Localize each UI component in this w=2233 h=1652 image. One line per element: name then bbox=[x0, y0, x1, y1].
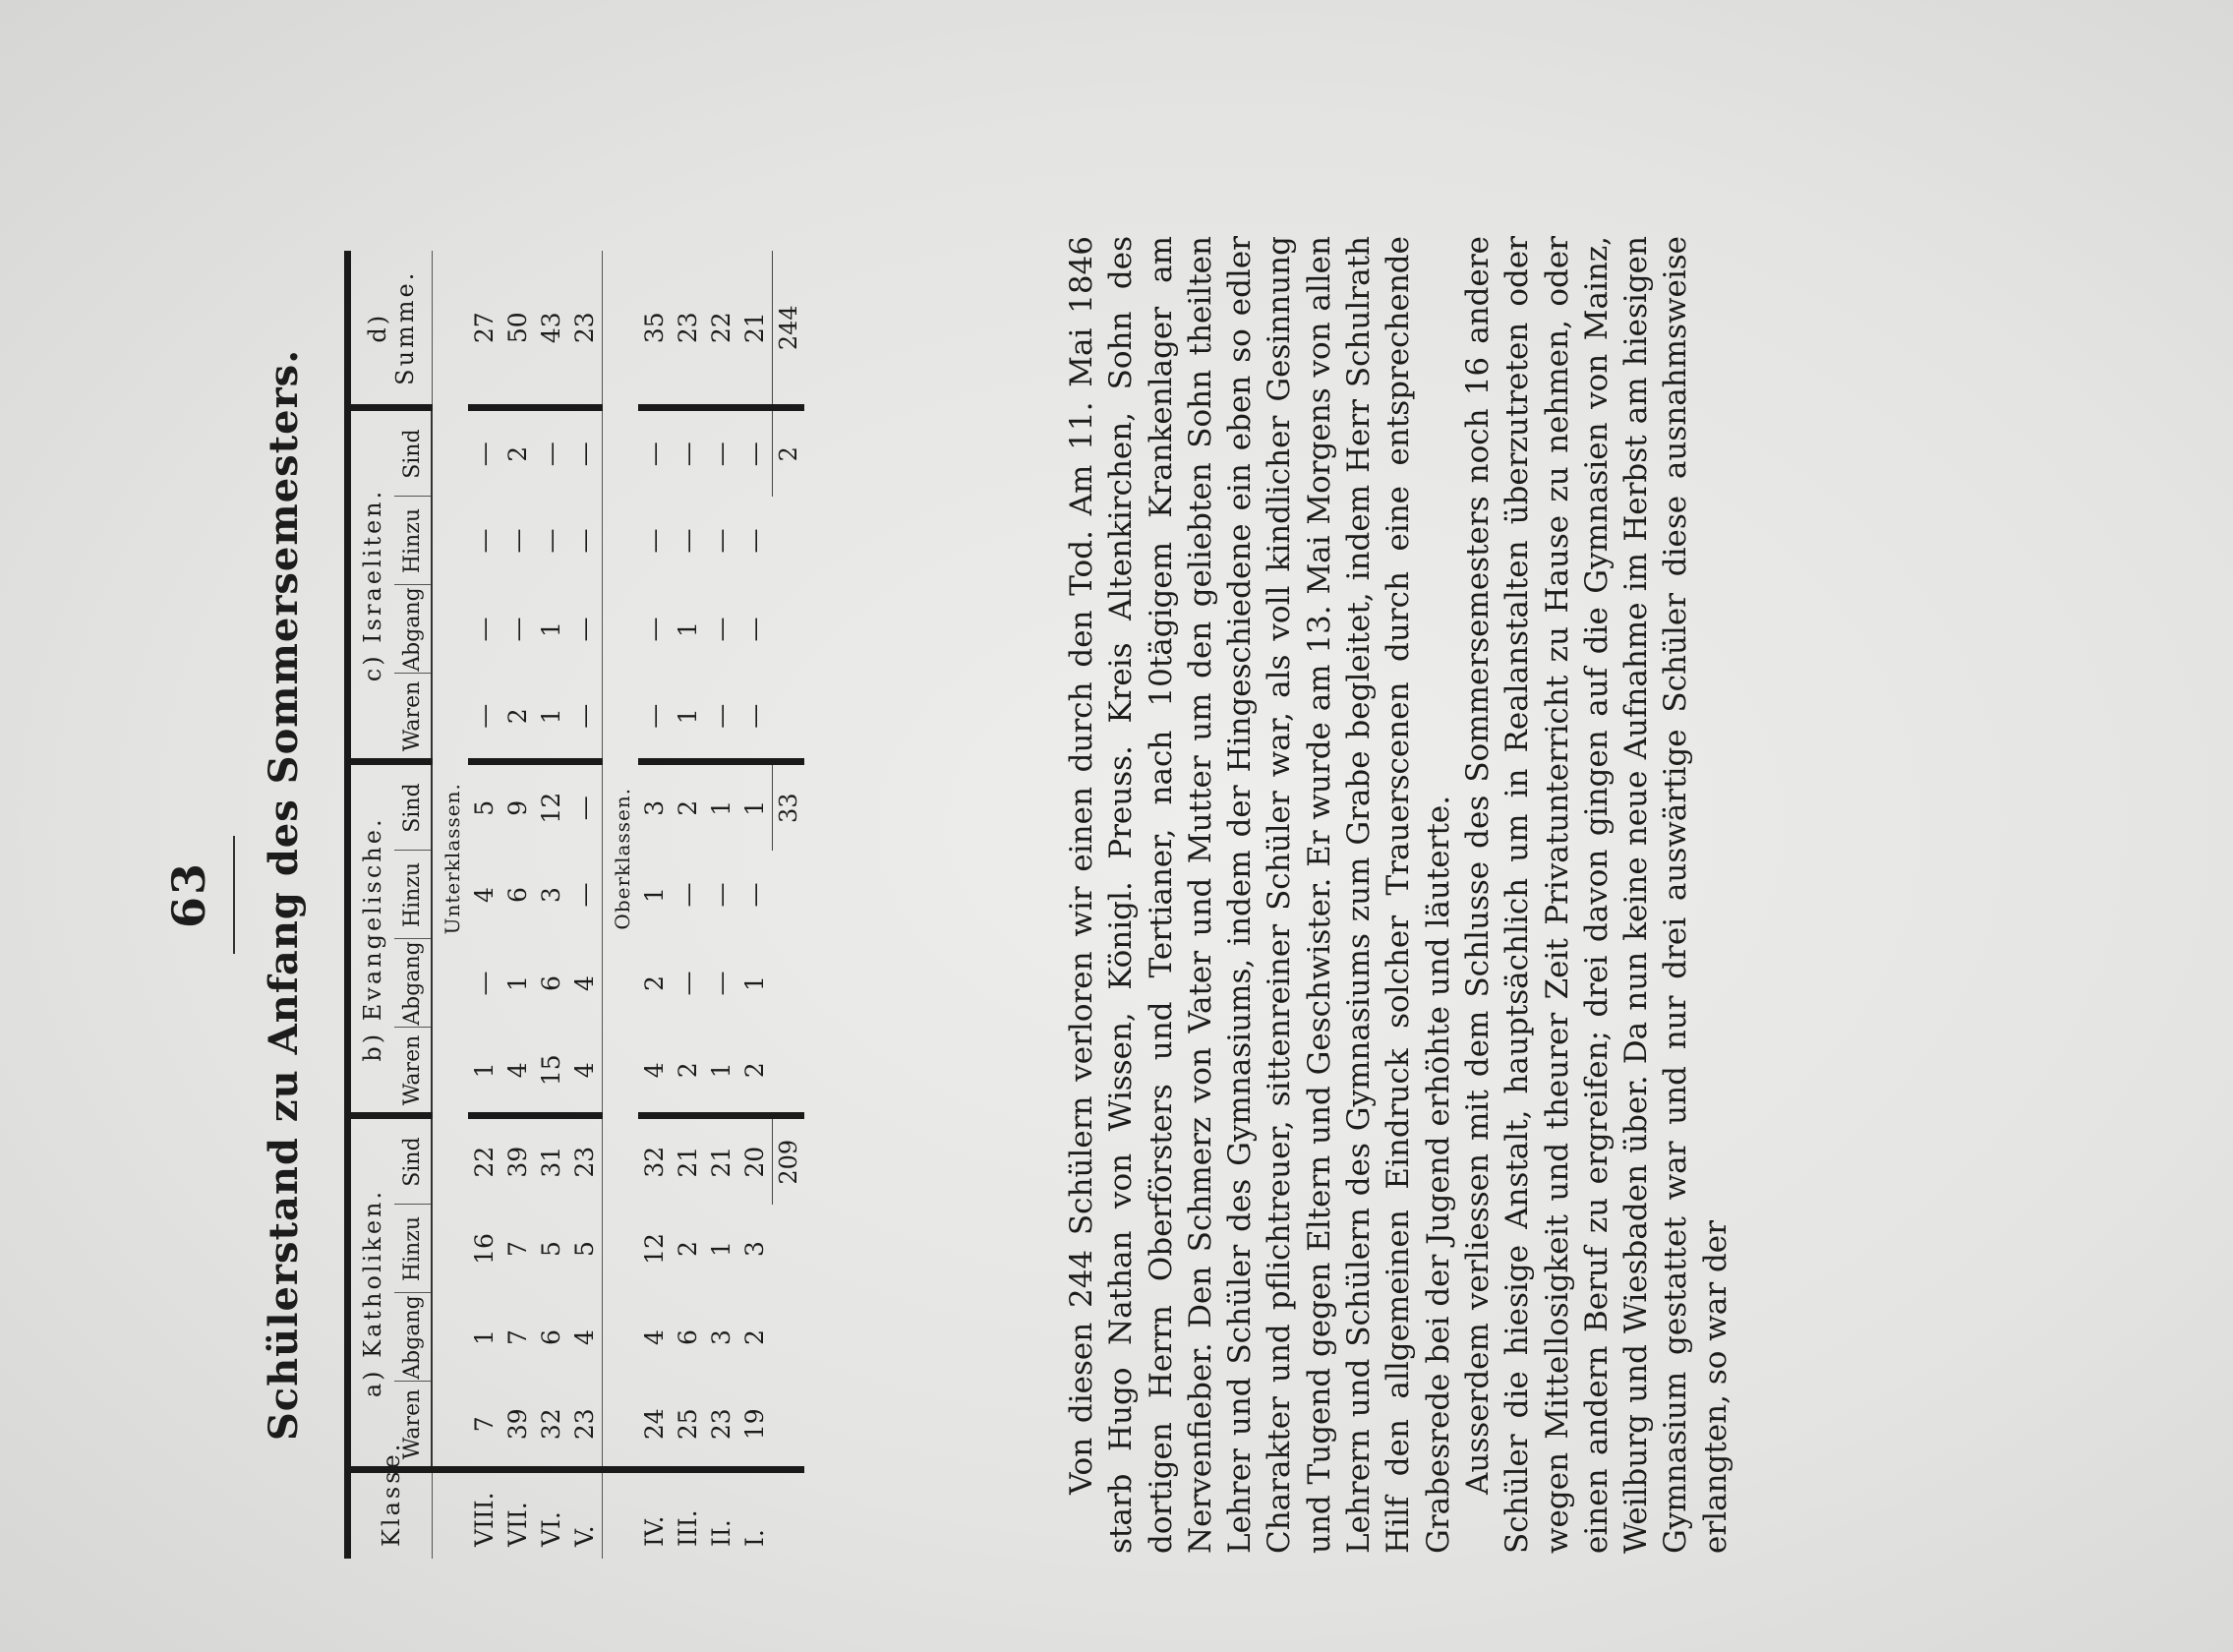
table-row: IV. 24 4 12 32 4 2 1 3 — — — — 35 bbox=[638, 251, 672, 1559]
section-label-unterklassen: Unterklassen. bbox=[432, 251, 468, 1470]
subheader-sind: Sind bbox=[394, 408, 432, 497]
subheader-waren: Waren bbox=[394, 674, 432, 762]
table-row: I. 19 2 3 20 2 1 — 1 — — — — 21 bbox=[738, 251, 773, 1559]
total-evangelische: 33 bbox=[773, 762, 805, 851]
group-header-israeliten: c) Israeliten. bbox=[348, 408, 395, 762]
totals-row bbox=[773, 251, 805, 1559]
group-header-evangelische: b) Evangelische. bbox=[348, 762, 395, 1116]
subheader-sind: Sind bbox=[394, 1116, 432, 1205]
paragraph-departures: Ausserdem verliessen mit dem Schlusse des Sommersemesters noch 16 andere Schüler die hiesige Anstalt, hauptsächlich um in Realanstalten überzutreten oder wegen Mittellosigkeit und theurer Zeit Privatunterricht zu Hause zu nehmen, oder einen andern Beruf zu ergreifen; drei davon gingen auf die Gymnasien von Mainz, Weilburg und Wiesbaden über. Da nun keine neue Aufnahme im Herbst am hiesigen Gymnasium gestattet war und nur drei auswärtige Schüler diese ausnahmsweise erlangten, so war der bbox=[1459, 236, 1734, 1554]
group-header-katholiken: a) Katholiken. bbox=[348, 1116, 395, 1470]
table-row: II. 23 3 1 21 1 — — 1 — — — — 22 bbox=[705, 251, 738, 1559]
paragraph-death-notice: Von diesen 244 Schülern verloren wir einen durch den Tod. Am 11. Mai 1846 starb Hugo Nathan von Wissen, Königl. Preuss. Kreis Altenkirchen, Sohn des dortigen Herrn Oberförsters und Tertianer, nach 10tägigem Krankenlager am Nervenfieber. Den Schmerz von Vater und Mutter um den geliebten Sohn theilten Lehrer und Schüler des Gymnasiums, indem der Hingeschiedene ein eben so edler Charakter und pflichtreuer, sittenreiner Schüler war, als voll kindlicher Gesinnung und Tugend gegen Eltern und Geschwister. Er wurde am 13. Mai Morgens von allen Lehrern und Schülern des Gymnasiums zum Grabe begleitet, indem Herr Schulrath Hilf den allgemeinen Eindruck solcher Trauerscenen durch eine entsprechende Grabesrede bei der Jugend erhöhte und läuterte. bbox=[1064, 236, 1456, 1554]
table-row: VII. 39 7 7 39 4 1 6 9 2 — — 2 50 bbox=[501, 251, 535, 1559]
subheader-abgang: Abgang bbox=[394, 585, 432, 674]
page-number: 63 bbox=[162, 861, 215, 929]
total-katholiken: 209 bbox=[773, 1116, 805, 1205]
subheader-hinzu: Hinzu bbox=[394, 497, 432, 585]
section-label-oberklassen: Oberklassen. bbox=[603, 251, 639, 1470]
table-row: VI. 32 6 5 31 15 6 3 12 1 1 — — 43 bbox=[535, 251, 568, 1559]
subheader-hinzu: Hinzu bbox=[394, 1205, 432, 1293]
total-summe: 244 bbox=[773, 251, 805, 408]
group-header-summe: d) Summe. bbox=[348, 251, 433, 408]
subheader-hinzu: Hinzu bbox=[394, 851, 432, 939]
subheader-waren: Waren bbox=[394, 1382, 432, 1470]
klasse-header: Klasse. bbox=[348, 1470, 433, 1559]
table-row: III. 25 6 2 21 2 — — 2 1 1 — — 23 bbox=[672, 251, 705, 1559]
subheader-abgang: Abgang bbox=[394, 1293, 432, 1382]
table-row: V. 23 4 5 23 4 4 — — — — — — 23 bbox=[568, 251, 603, 1559]
subheader-waren: Waren bbox=[394, 1028, 432, 1116]
page-number-rule bbox=[233, 836, 235, 954]
school-statistics-table bbox=[344, 251, 804, 1559]
body-text bbox=[1062, 236, 1735, 1554]
total-israeliten: 2 bbox=[773, 408, 805, 497]
subheader-sind: Sind bbox=[394, 762, 432, 851]
subheader-abgang: Abgang bbox=[394, 939, 432, 1028]
rotated-page-content bbox=[123, 197, 2070, 1593]
page-title: Schülerstand zu Anfang des Sommersemesters. bbox=[261, 348, 307, 1442]
table-row: VIII. 7 1 16 22 1 — 4 5 — — — — 27 bbox=[468, 251, 501, 1559]
